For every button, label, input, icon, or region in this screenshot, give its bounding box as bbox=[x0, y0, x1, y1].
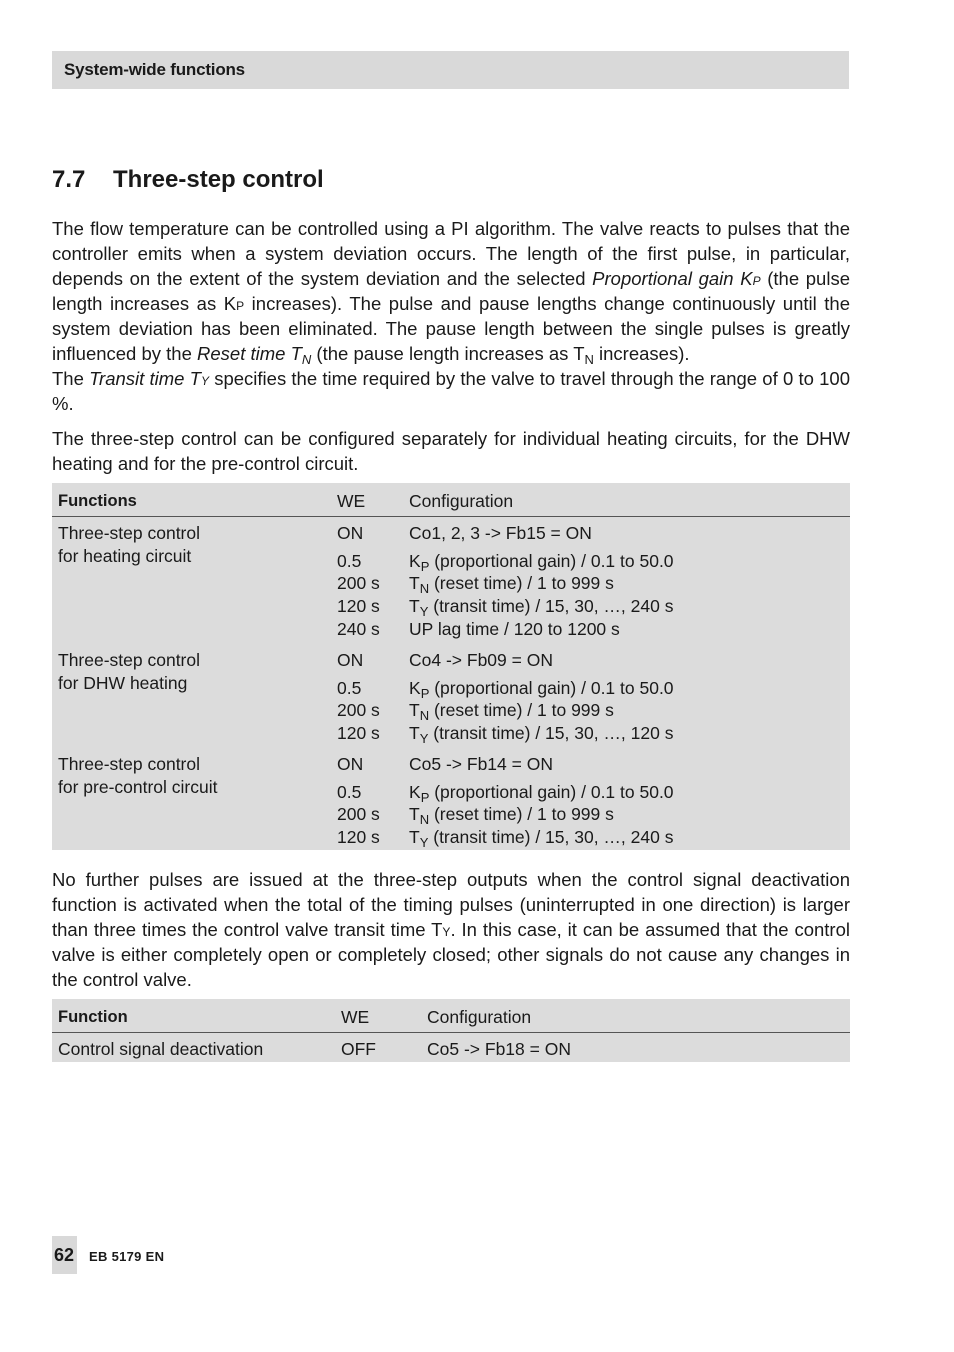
configuration-text: T bbox=[409, 573, 420, 593]
configuration-text: UP lag time / 120 to 1200 s bbox=[409, 619, 620, 639]
ty-term bbox=[89, 368, 209, 389]
configuration-cell bbox=[409, 723, 673, 744]
parameter-subscript: N bbox=[419, 812, 430, 827]
intro-text: increases). bbox=[593, 343, 690, 364]
we-cell: 120 s bbox=[337, 596, 380, 616]
parameter-subscript: N bbox=[419, 581, 430, 596]
section-heading bbox=[52, 166, 324, 194]
configuration-text: Co5 -> Fb14 = ON bbox=[409, 754, 553, 774]
function-cell-line: Three-step control bbox=[58, 523, 201, 543]
configuration-cell bbox=[409, 782, 674, 803]
table-header-row bbox=[52, 483, 850, 517]
configuration-text: (transit time) / 15, 30, …, 240 s bbox=[428, 596, 674, 616]
column-header-configuration: Configuration bbox=[409, 491, 514, 511]
configuration-text: T bbox=[409, 804, 420, 824]
intro-text: The bbox=[52, 368, 90, 389]
configuration-cell bbox=[409, 650, 553, 671]
deactivation-paragraph bbox=[52, 867, 850, 992]
kp-subscript: P bbox=[236, 299, 245, 313]
column-header-function: Function bbox=[58, 1008, 128, 1026]
configuration-text: T bbox=[409, 723, 420, 743]
we-cell: 200 s bbox=[337, 700, 380, 720]
configuration-cell bbox=[409, 619, 620, 640]
function-cell: Control signal deactivation bbox=[58, 1039, 264, 1059]
configuration-cell bbox=[409, 551, 674, 572]
we-cell: 120 s bbox=[337, 723, 380, 743]
column-header-configuration: Configuration bbox=[427, 1007, 532, 1027]
we-cell: 240 s bbox=[337, 619, 380, 639]
we-cell: ON bbox=[337, 754, 364, 774]
configuration-cell bbox=[409, 596, 673, 617]
configuration-text: Co4 -> Fb09 = ON bbox=[409, 650, 553, 670]
three-step-config-table bbox=[52, 483, 850, 850]
document-id: EB 5179 EN bbox=[89, 1249, 165, 1264]
intro-text: specifies the time required by the valve to travel through the range of 0 to 100 %. bbox=[52, 368, 850, 414]
configuration-cell bbox=[409, 523, 592, 544]
parameter-subscript: P bbox=[420, 559, 430, 574]
page-number: 62 bbox=[54, 1245, 75, 1265]
configuration-text: (reset time) / 1 to 999 s bbox=[429, 804, 614, 824]
we-cell: ON bbox=[337, 523, 364, 543]
configuration-text: T bbox=[409, 596, 420, 616]
parameter-subscript: N bbox=[419, 708, 430, 723]
we-cell: 200 s bbox=[337, 573, 380, 593]
configuration-text: (transit time) / 15, 30, …, 120 s bbox=[428, 723, 674, 743]
configuration-cell bbox=[409, 754, 553, 775]
kp-term bbox=[592, 268, 760, 289]
kp-term-label: Proportional gain K bbox=[592, 268, 753, 289]
configuration-text: (reset time) / 1 to 999 s bbox=[429, 700, 614, 720]
running-header-title: System-wide functions bbox=[64, 60, 245, 79]
running-header bbox=[52, 51, 849, 89]
configuration-cell bbox=[409, 573, 614, 594]
intro-text: The flow temperature can be controlled using a PI algorithm. The valve reacts to pulses that the controller emits when a system deviation occurs. The length of the first pulse, in particular, depends on the extent of the system deviation and the selected bbox=[52, 218, 850, 289]
we-cell: 120 s bbox=[337, 827, 380, 847]
we-cell: 200 s bbox=[337, 804, 380, 824]
we-cell: ON bbox=[337, 650, 364, 670]
table-header-row bbox=[52, 999, 850, 1033]
column-header-we: WE bbox=[341, 1007, 370, 1027]
configuration-text: (proportional gain) / 0.1 to 50.0 bbox=[429, 678, 674, 698]
configuration-cell bbox=[409, 804, 614, 825]
parameter-subscript: Y bbox=[419, 835, 429, 850]
ty-term-label: Transit time T bbox=[89, 368, 201, 389]
ty-subscript: Y bbox=[442, 925, 451, 939]
function-cell-line: for pre-control circuit bbox=[58, 777, 218, 797]
intro-text: (the pulse length increases as K bbox=[52, 268, 850, 314]
parameter-subscript: Y bbox=[419, 731, 429, 746]
configuration-text: (reset time) / 1 to 999 s bbox=[429, 573, 614, 593]
deactivation-text: No further pulses are issued at the three-step outputs when the control signal deactivation function is activated when the total of the timing pulses (uninterrupted in one direction) is larger than three times the control valve transit time T bbox=[52, 869, 850, 940]
ty-subscript: Y bbox=[200, 374, 209, 388]
configuration-paragraph: The three-step control can be configured separately for individual heating circuits, for the DHW heating and for the pre-control circuit. bbox=[52, 428, 850, 474]
configuration-text: K bbox=[409, 551, 421, 571]
configuration-cell: Co5 -> Fb18 = ON bbox=[427, 1039, 571, 1059]
configuration-cell bbox=[409, 827, 673, 848]
function-cell-line: Three-step control bbox=[58, 650, 201, 670]
intro-paragraph bbox=[52, 216, 850, 416]
configuration-text: K bbox=[409, 678, 421, 698]
tn-subscript: N bbox=[301, 352, 312, 367]
configuration-text: (transit time) / 15, 30, …, 240 s bbox=[428, 827, 674, 847]
function-cell-line: Three-step control bbox=[58, 754, 201, 774]
configuration-text: K bbox=[409, 782, 421, 802]
section-title: Three-step control bbox=[113, 166, 324, 193]
we-cell: 0.5 bbox=[337, 678, 362, 698]
intro-text: (the pause length increases as T bbox=[311, 343, 585, 364]
intro-text: increases). The pulse and pause lengths change continuously until the system deviation has been eliminated. The pause length between the single pulses is greatly influenced by the bbox=[52, 293, 850, 364]
we-cell: OFF bbox=[341, 1039, 376, 1059]
deactivation-table bbox=[52, 999, 850, 1062]
tn-subscript: N bbox=[584, 352, 594, 367]
parameter-subscript: Y bbox=[419, 604, 429, 619]
configuration-cell bbox=[409, 700, 614, 721]
page-number-box bbox=[52, 1236, 77, 1274]
configuration-text: T bbox=[409, 700, 420, 720]
function-cell-line: for DHW heating bbox=[58, 673, 188, 693]
we-cell: 0.5 bbox=[337, 782, 362, 802]
configuration-cell bbox=[409, 678, 674, 699]
parameter-subscript: P bbox=[420, 686, 430, 701]
configuration-text: T bbox=[409, 827, 420, 847]
tn-term-label: Reset time T bbox=[197, 343, 302, 364]
column-header-we: WE bbox=[337, 491, 366, 511]
function-cell-line: for heating circuit bbox=[58, 546, 192, 566]
deactivation-text: . In this case, it can be assumed that the control valve is either completely open or completely closed; other signals do not cause any changes in the control valve. bbox=[52, 919, 850, 990]
kp-subscript: P bbox=[752, 274, 761, 288]
parameter-subscript: P bbox=[420, 790, 430, 805]
configuration-text: (proportional gain) / 0.1 to 50.0 bbox=[429, 551, 674, 571]
configuration-text: Co1, 2, 3 -> Fb15 = ON bbox=[409, 523, 592, 543]
we-cell: 0.5 bbox=[337, 551, 362, 571]
tn-term bbox=[197, 343, 312, 367]
configuration-text: (proportional gain) / 0.1 to 50.0 bbox=[429, 782, 674, 802]
section-number: 7.7 bbox=[52, 166, 86, 193]
column-header-functions: Functions bbox=[58, 492, 137, 510]
